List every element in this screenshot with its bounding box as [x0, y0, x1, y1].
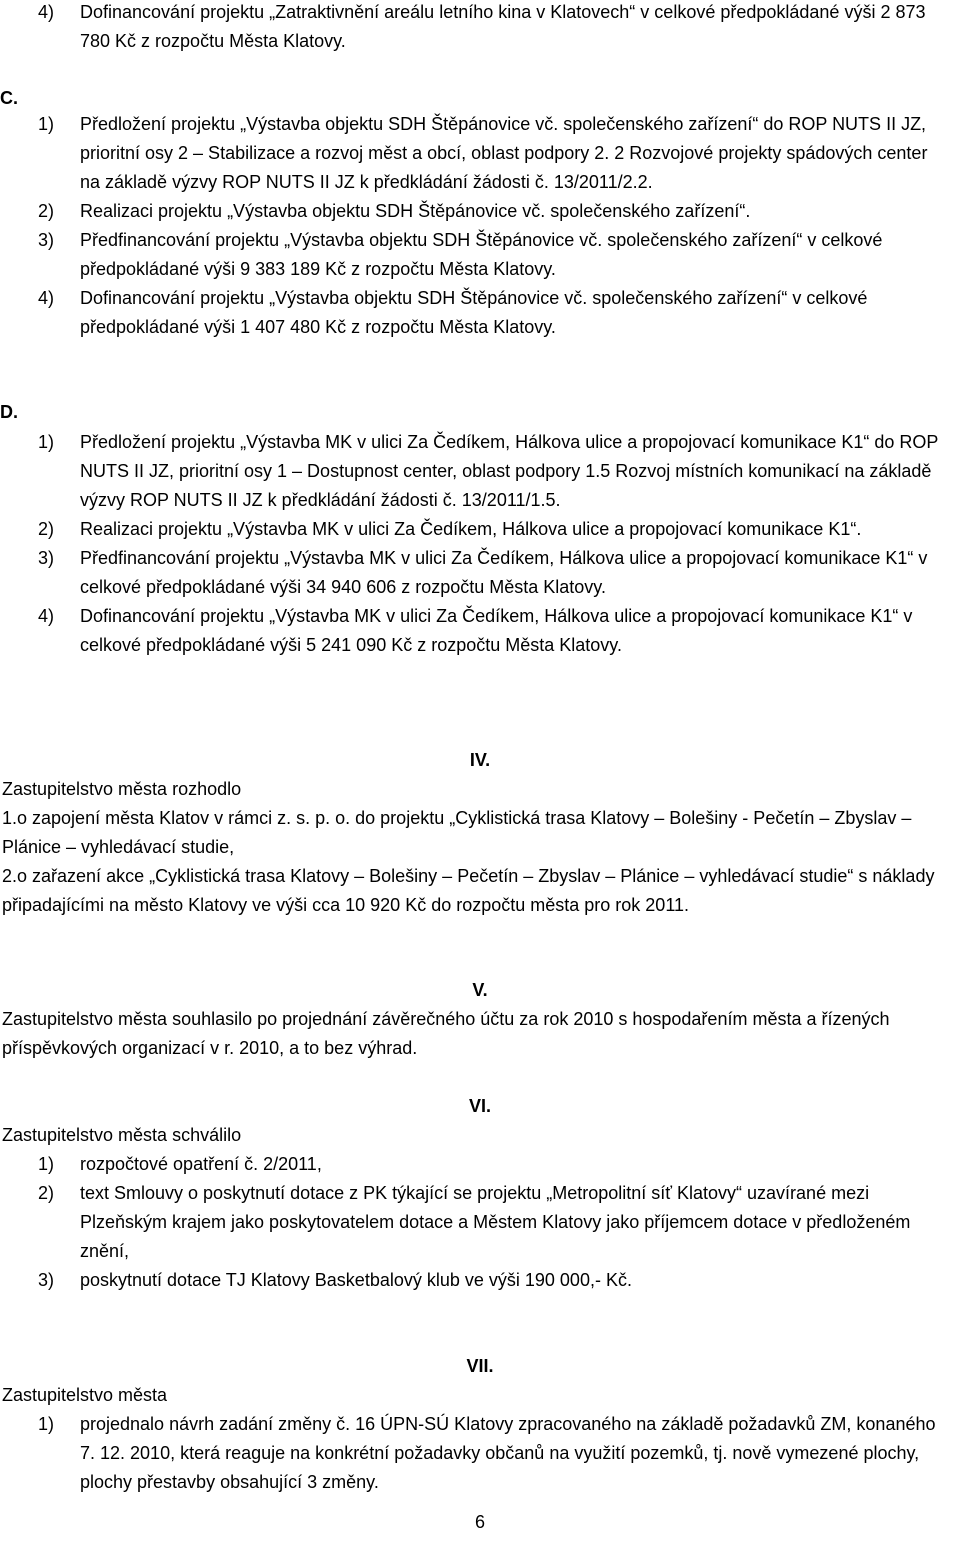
item-number: 2) — [38, 519, 55, 539]
item-text: Předfinancování projektu „Výstavba objektu SDH Štěpánovice vč. společenského zařízení“ v celkové předpokládané výši 9 383 189 Kč z rozpočtu Města Klatovy. — [80, 230, 883, 279]
section-heading: VII. — [466, 1356, 494, 1376]
item-text: Realizaci projektu „Výstavba objektu SDH Štěpánovice vč. společenského zařízení“. — [80, 201, 751, 221]
section-letter-d: D. — [0, 402, 18, 422]
list-item — [0, 544, 960, 602]
section-letter-c: C. — [0, 88, 18, 108]
section-intro: Zastupitelstvo města — [2, 1385, 168, 1405]
item-number: 3) — [38, 548, 55, 568]
item-number: 2) — [38, 1183, 55, 1203]
list-item — [0, 515, 960, 544]
list-item — [0, 226, 960, 284]
section-intro: Zastupitelstvo města rozhodlo — [2, 779, 242, 799]
paragraph: Zastupitelstvo města souhlasilo po projednání závěrečného účtu za rok 2010 s hospodařením města a řízených příspěvkových organizací v r. 2010, a to bez výhrad. — [2, 1009, 890, 1058]
list-item — [0, 1266, 960, 1295]
item-number: 3) — [38, 1270, 55, 1290]
item-number: 1) — [38, 114, 55, 134]
top-continuation — [0, 0, 960, 56]
section-heading: V. — [472, 980, 488, 1000]
item-text: Předložení projektu „Výstavba objektu SDH Štěpánovice vč. společenského zařízení“ do ROP NUTS II JZ, prioritní osy 2 – Stabilizace a rozvoj měst a obcí, oblast podpory 2. 2 Rozvojové projekty spádových center na základě výzvy ROP NUTS II JZ k předkládání žádosti č. 13/2011/2.2. — [80, 114, 928, 192]
item-number: 1) — [38, 432, 55, 452]
list-item — [0, 428, 960, 515]
item-text: Dofinancování projektu „Výstavba MK v ulici Za Čedíkem, Hálkova ulice a propojovací komunikace K1“ v celkové předpokládané výši 5 241 090 Kč z rozpočtu Města Klatovy. — [80, 606, 913, 655]
list-item — [0, 1410, 960, 1497]
section-intro: Zastupitelstvo města schválilo — [2, 1125, 242, 1145]
item-text: poskytnutí dotace TJ Klatovy Basketbalový klub ve výši 190 000,- Kč. — [80, 1270, 632, 1290]
item-number: 4) — [38, 606, 55, 626]
item-text: projednalo návrh zadání změny č. 16 ÚPN-SÚ Klatovy zpracovaného na základě požadavků ZM, konaného 7. 12. 2010, která reaguje na konkrétní požadavky občanů na využití pozemků, tj. nově vymezené plochy, plochy přestavby obsahující 3 změny. — [80, 1414, 936, 1492]
list-item — [0, 110, 960, 197]
section-v — [0, 976, 960, 1063]
item-number: 4) — [38, 288, 55, 308]
item-number: 1) — [38, 1414, 55, 1434]
section-d-list — [0, 428, 960, 660]
page-number: 6 — [474, 1512, 485, 1532]
item-text: Dofinancování projektu „Zatraktivnění areálu letního kina v Klatovech“ v celkové předpokládané výši 2 873 780 Kč z rozpočtu Města Klatovy. — [80, 2, 926, 51]
section-heading: IV. — [469, 750, 491, 770]
section-c-list — [0, 110, 960, 342]
paragraph: 2.o zařazení akce „Cyklistická trasa Klatovy – Bolešiny – Pečetín – Zbyslav – Plánice – vyhledávací studie“ s náklady připadajícími na město Klatovy ve výši cca 10 920 Kč do rozpočtu města pro rok 2011. — [2, 866, 935, 915]
list-item — [0, 1179, 960, 1266]
item-text: Předložení projektu „Výstavba MK v ulici Za Čedíkem, Hálkova ulice a propojovací komunikace K1“ do ROP NUTS II JZ, prioritní osy 1 – Dostupnost center, oblast podpory 1.5 Rozvoj místních komunikací na základě výzvy ROP NUTS II JZ k předkládání žádosti č. 13/2011/1.5. — [80, 432, 939, 510]
item-text: rozpočtové opatření č. 2/2011, — [80, 1154, 322, 1174]
list-item — [0, 0, 960, 56]
section-vii — [0, 1352, 960, 1497]
list-item — [0, 284, 960, 342]
list-item — [0, 602, 960, 660]
paragraph: 1.o zapojení města Klatov v rámci z. s. p. o. do projektu „Cyklistická trasa Klatovy – Bolešiny - Pečetín – Zbyslav – Plánice – vyhledávací studie, — [2, 808, 912, 857]
list-item — [0, 1150, 960, 1179]
item-number: 1) — [38, 1154, 55, 1174]
item-number: 4) — [38, 2, 55, 22]
item-text: text Smlouvy o poskytnutí dotace z PK týkající se projektu „Metropolitní síť Klatovy“ uzavírané mezi Plzeňským krajem jako poskytovatelem dotace a Městem Klatovy jako příjemcem dotace v předloženém znění, — [80, 1183, 911, 1261]
section-iv — [0, 746, 960, 920]
item-number: 3) — [38, 230, 55, 250]
item-number: 2) — [38, 201, 55, 221]
item-text: Předfinancování projektu „Výstavba MK v ulici Za Čedíkem, Hálkova ulice a propojovací komunikace K1“ v celkové předpokládané výši 34 940 606 z rozpočtu Města Klatovy. — [80, 548, 928, 597]
section-vi — [0, 1092, 960, 1295]
list-item — [0, 197, 960, 226]
section-heading: VI. — [468, 1096, 491, 1116]
item-text: Dofinancování projektu „Výstavba objektu SDH Štěpánovice vč. společenského zařízení“ v celkové předpokládané výši 1 407 480 Kč z rozpočtu Města Klatovy. — [80, 288, 868, 337]
item-text: Realizaci projektu „Výstavba MK v ulici Za Čedíkem, Hálkova ulice a propojovací komunikace K1“. — [80, 519, 862, 539]
